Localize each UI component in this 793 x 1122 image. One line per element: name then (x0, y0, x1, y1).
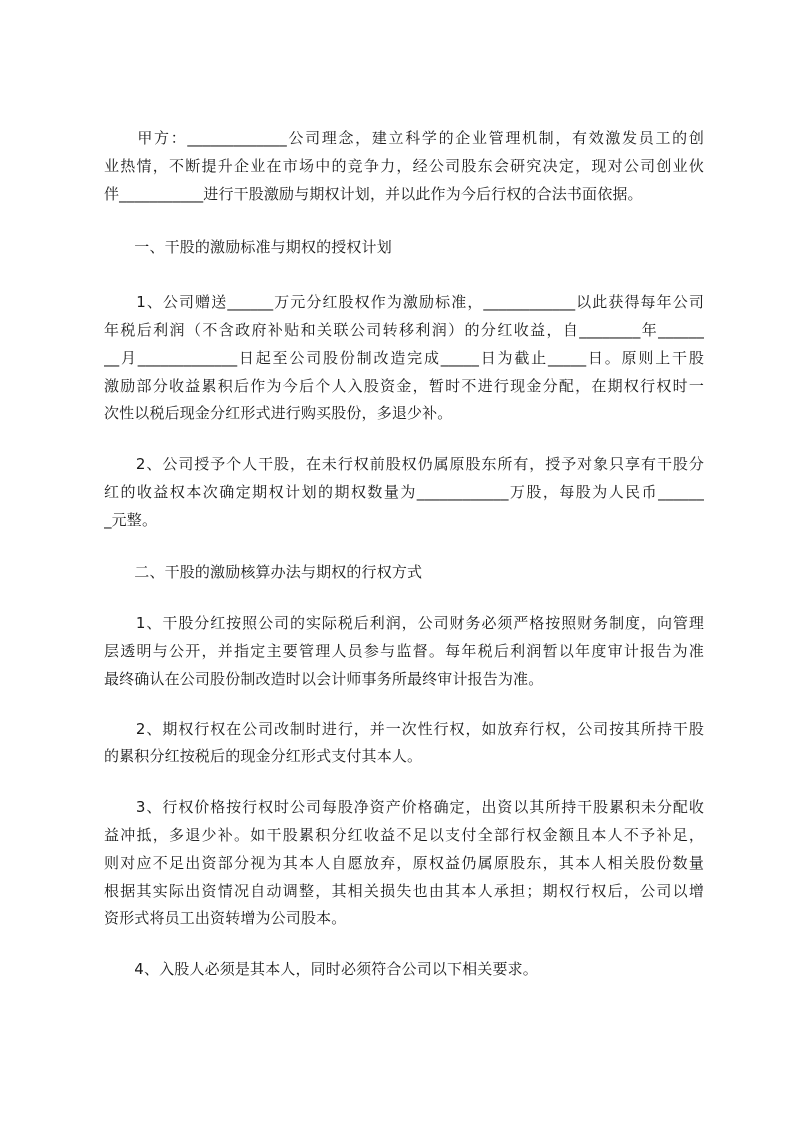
s1-item1-line-3: __月_____________日起至公司股份制改造完成_____日为截止_____日。原则上干股 (104, 349, 704, 367)
intro-line-3: 伴___________进行干股激励与期权计划，并以此作为今后行权的合法书面依据。 (104, 185, 643, 203)
intro-line-2: 业热情，不断提升企业在市场中的竞争力，经公司股东会研究决定，现对公司创业伙 (104, 157, 704, 175)
s1-item1-line-1: 1、公司赠送______万元分红股权作为激励标准，____________以此获得每年公司 (104, 293, 704, 311)
s1-item1-line-2: 年税后利润（不含政府补贴和关联公司转移利润）的分红收益，自________年______ (104, 321, 704, 339)
s1-item1-line-5: 次性以税后现金分红形式进行购买股份，多退少补。 (104, 404, 453, 422)
s2-item2-line-2: 的累积分红按税后的现金分红形式支付其本人。 (104, 747, 423, 765)
s2-item3-line-3: 则对应不足出资部分视为其本人自愿放弃，原权益仍属原股东，其本人相关股份数量 (104, 854, 704, 872)
s1-item1-line-4: 激励部分收益累积后作为今后个人入股资金，暂时不进行现金分配，在期权行权时一 (104, 377, 704, 395)
s2-item4-line-1: 4、入股人必须是其本人，同时必须符合公司以下相关要求。 (104, 960, 538, 978)
s2-item1-line-1: 1、干股分红按照公司的实际税后利润，公司财务必须严格按照财务制度，向管理 (104, 614, 704, 632)
s2-item3-line-4: 根据其实际出资情况自动调整，其相关损失也由其本人承担；期权行权后，公司以增 (104, 882, 704, 900)
s2-item3-line-1: 3、行权价格按行权时公司每股净资产价格确定，出资以其所持干股累积未分配收 (104, 798, 704, 816)
s2-item3-line-5: 资形式将员工出资转增为公司股本。 (104, 909, 347, 927)
section-heading-2: 二、干股的激励核算办法与期权的行权方式 (104, 563, 423, 581)
s2-item2-line-1: 2、期权行权在公司改制时进行，并一次性行权，如放弃行权，公司按其所持干股 (104, 720, 704, 738)
s1-item2-line-1: 2、公司授予个人干股，在未行权前股权仍属原股东所有，授予对象只享有干股分 (104, 455, 704, 473)
s1-item2-line-3: _元整。 (104, 511, 158, 529)
s1-item2-line-2: 红的收益权本次确定期权计划的期权数量为____________万股，每股为人民币______ (104, 483, 704, 501)
intro-line-1: 甲方：_____________公司理念，建立科学的企业管理机制，有效激发员工的创 (104, 129, 704, 147)
s2-item3-line-2: 益冲抵，多退少补。如干股累积分红收益不足以支付全部行权金额且本人不予补足， (104, 826, 704, 844)
section-heading-1: 一、干股的激励标准与期权的授权计划 (104, 238, 392, 256)
s2-item1-line-3: 最终确认在公司股份制改造时以会计师事务所最终审计报告为准。 (104, 670, 544, 688)
s2-item1-line-2: 层透明与公开，并指定主要管理人员参与监督。每年税后利润暂以年度审计报告为准 (104, 642, 704, 660)
